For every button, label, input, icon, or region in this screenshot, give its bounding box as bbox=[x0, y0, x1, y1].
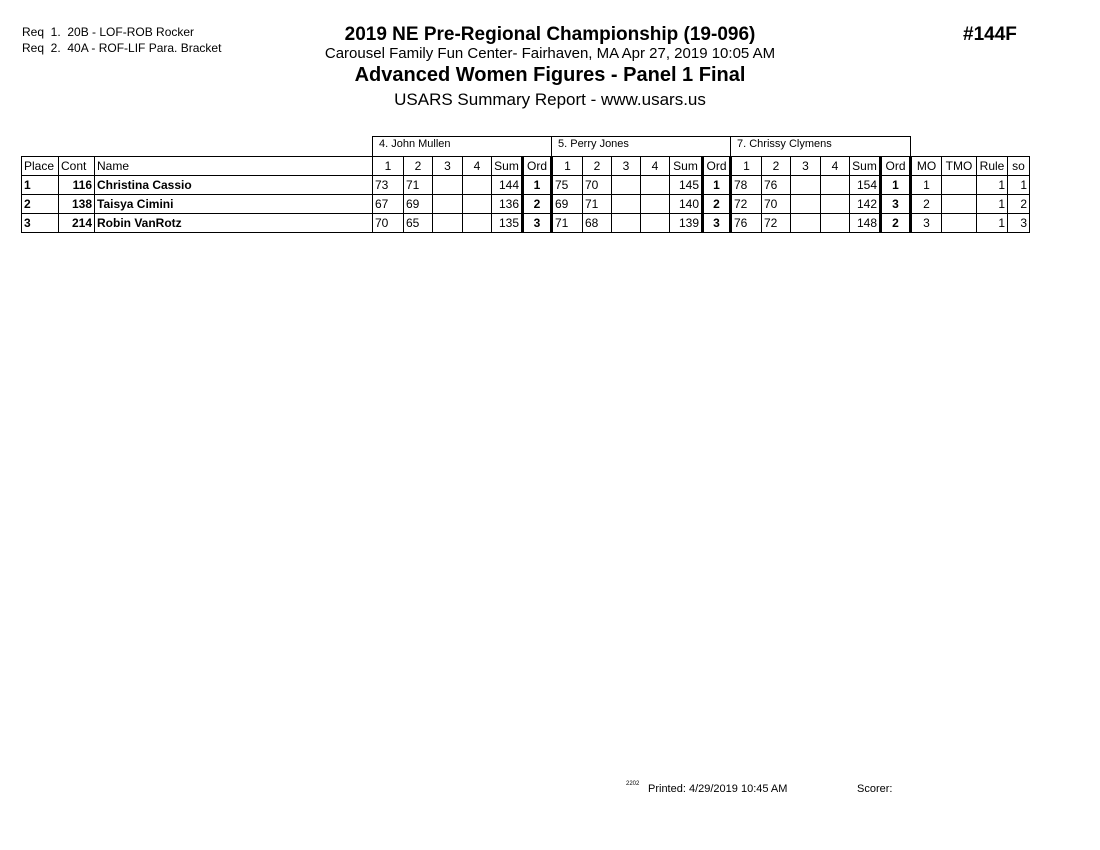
j1-score-3-cell bbox=[433, 195, 463, 214]
col-j2-score-3: 3 bbox=[612, 157, 641, 176]
place-cell: 3 bbox=[22, 214, 59, 233]
col-j2-score-2: 2 bbox=[583, 157, 612, 176]
col-j1-sum: Sum bbox=[492, 157, 523, 176]
judge-2-name: 5. Perry Jones bbox=[552, 137, 731, 157]
tmo-cell bbox=[942, 214, 977, 233]
col-j2-score-1: 1 bbox=[552, 157, 583, 176]
j1-score-2-cell: 65 bbox=[404, 214, 433, 233]
contestant-number-cell: 138 bbox=[59, 195, 95, 214]
j3-score-4-cell bbox=[821, 176, 850, 195]
col-j3-sum: Sum bbox=[850, 157, 881, 176]
j2-sum-cell: 140 bbox=[670, 195, 703, 214]
j3-score-1-cell: 76 bbox=[731, 214, 762, 233]
j2-score-4-cell bbox=[641, 214, 670, 233]
j1-score-3-cell bbox=[433, 176, 463, 195]
j2-ordinal-cell: 2 bbox=[703, 195, 731, 214]
j2-score-3-cell bbox=[612, 214, 641, 233]
j1-sum-cell: 135 bbox=[492, 214, 523, 233]
j1-score-2-cell: 71 bbox=[404, 176, 433, 195]
result-row bbox=[22, 176, 1030, 195]
j3-score-2-cell: 76 bbox=[762, 176, 791, 195]
place-cell: 2 bbox=[22, 195, 59, 214]
col-j2-sum: Sum bbox=[670, 157, 703, 176]
j2-score-4-cell bbox=[641, 195, 670, 214]
j1-ordinal-cell: 2 bbox=[523, 195, 552, 214]
mo-cell: 1 bbox=[911, 176, 942, 195]
col-j3-ord: Ord bbox=[881, 157, 911, 176]
skater-name-cell: Taisya Cimini bbox=[95, 195, 373, 214]
j1-sum-cell: 144 bbox=[492, 176, 523, 195]
j2-score-3-cell bbox=[612, 195, 641, 214]
rule-cell: 1 bbox=[977, 214, 1008, 233]
mo-cell: 2 bbox=[911, 195, 942, 214]
j1-score-1-cell: 73 bbox=[373, 176, 404, 195]
judge-3-name: 7. Chrissy Clymens bbox=[731, 137, 911, 157]
tmo-cell bbox=[942, 195, 977, 214]
skater-name-cell: Robin VanRotz bbox=[95, 214, 373, 233]
col-j2-ord: Ord bbox=[703, 157, 731, 176]
col-j1-score-1: 1 bbox=[373, 157, 404, 176]
col-cont: Cont bbox=[59, 157, 95, 176]
j3-score-4-cell bbox=[821, 214, 850, 233]
j3-score-3-cell bbox=[791, 195, 821, 214]
place-cell: 1 bbox=[22, 176, 59, 195]
j2-ordinal-cell: 1 bbox=[703, 176, 731, 195]
j2-score-1-cell: 75 bbox=[552, 176, 583, 195]
so-cell: 1 bbox=[1008, 176, 1030, 195]
competition-title: 2019 NE Pre-Regional Championship (19-096) bbox=[344, 24, 756, 45]
j2-sum-cell: 139 bbox=[670, 214, 703, 233]
judge-header-row bbox=[22, 137, 1030, 157]
mo-cell: 3 bbox=[911, 214, 942, 233]
rule-cell: 1 bbox=[977, 176, 1008, 195]
col-j1-ord: Ord bbox=[523, 157, 552, 176]
col-place: Place bbox=[22, 157, 59, 176]
requirement-1: Req 1. 20B - LOF-ROB Rocker bbox=[22, 25, 195, 39]
j2-score-3-cell bbox=[612, 176, 641, 195]
footer-code: 2202 bbox=[626, 781, 640, 787]
result-row bbox=[22, 214, 1030, 233]
report-title: USARS Summary Report - www.usars.us bbox=[394, 90, 706, 109]
col-j1-score-4: 4 bbox=[463, 157, 492, 176]
col-so: so bbox=[1008, 157, 1030, 176]
results-table bbox=[21, 136, 1030, 233]
j2-score-1-cell: 71 bbox=[552, 214, 583, 233]
venue-date: Carousel Family Fun Center- Fairhaven, MA Apr 27, 2019 10:05 AM bbox=[324, 45, 776, 62]
requirement-2: Req 2. 40A - ROF-LIF Para. Bracket bbox=[22, 41, 222, 55]
j1-score-4-cell bbox=[463, 214, 492, 233]
j3-score-3-cell bbox=[791, 214, 821, 233]
j3-sum-cell: 142 bbox=[850, 195, 881, 214]
j3-ordinal-cell: 3 bbox=[881, 195, 911, 214]
j3-sum-cell: 148 bbox=[850, 214, 881, 233]
j3-score-1-cell: 78 bbox=[731, 176, 762, 195]
event-title: Advanced Women Figures - Panel 1 Final bbox=[354, 64, 746, 86]
j1-ordinal-cell: 1 bbox=[523, 176, 552, 195]
j3-ordinal-cell: 2 bbox=[881, 214, 911, 233]
j3-score-3-cell bbox=[791, 176, 821, 195]
col-j3-score-3: 3 bbox=[791, 157, 821, 176]
j1-score-4-cell bbox=[463, 195, 492, 214]
j3-score-2-cell: 70 bbox=[762, 195, 791, 214]
col-tmo: TMO bbox=[942, 157, 977, 176]
j2-score-1-cell: 69 bbox=[552, 195, 583, 214]
skater-name-cell: Christina Cassio bbox=[95, 176, 373, 195]
j3-score-1-cell: 72 bbox=[731, 195, 762, 214]
j1-score-1-cell: 67 bbox=[373, 195, 404, 214]
tmo-cell bbox=[942, 176, 977, 195]
col-j1-score-2: 2 bbox=[404, 157, 433, 176]
judge-1-name: 4. John Mullen bbox=[373, 137, 552, 157]
j1-ordinal-cell: 3 bbox=[523, 214, 552, 233]
printed-timestamp: Printed: 4/29/2019 10:45 AM bbox=[648, 783, 788, 795]
j2-score-2-cell: 70 bbox=[583, 176, 612, 195]
col-mo: MO bbox=[911, 157, 942, 176]
j1-score-1-cell: 70 bbox=[373, 214, 404, 233]
contestant-number-cell: 214 bbox=[59, 214, 95, 233]
j2-score-2-cell: 71 bbox=[583, 195, 612, 214]
j1-sum-cell: 136 bbox=[492, 195, 523, 214]
col-j2-score-4: 4 bbox=[641, 157, 670, 176]
j3-sum-cell: 154 bbox=[850, 176, 881, 195]
col-j3-score-2: 2 bbox=[762, 157, 791, 176]
j2-ordinal-cell: 3 bbox=[703, 214, 731, 233]
col-rule: Rule bbox=[977, 157, 1008, 176]
j3-score-4-cell bbox=[821, 195, 850, 214]
rule-cell: 1 bbox=[977, 195, 1008, 214]
j1-score-3-cell bbox=[433, 214, 463, 233]
j3-score-2-cell: 72 bbox=[762, 214, 791, 233]
j3-ordinal-cell: 1 bbox=[881, 176, 911, 195]
scorer-label: Scorer: bbox=[857, 783, 893, 795]
col-name: Name bbox=[95, 157, 373, 176]
col-j3-score-1: 1 bbox=[731, 157, 762, 176]
j1-score-2-cell: 69 bbox=[404, 195, 433, 214]
so-cell: 2 bbox=[1008, 195, 1030, 214]
col-j3-score-4: 4 bbox=[821, 157, 850, 176]
result-row bbox=[22, 195, 1030, 214]
event-number: #144F bbox=[963, 24, 1017, 45]
contestant-number-cell: 116 bbox=[59, 176, 95, 195]
j2-sum-cell: 145 bbox=[670, 176, 703, 195]
so-cell: 3 bbox=[1008, 214, 1030, 233]
column-header-row bbox=[22, 157, 1030, 176]
col-j1-score-3: 3 bbox=[433, 157, 463, 176]
j2-score-4-cell bbox=[641, 176, 670, 195]
j1-score-4-cell bbox=[463, 176, 492, 195]
j2-score-2-cell: 68 bbox=[583, 214, 612, 233]
